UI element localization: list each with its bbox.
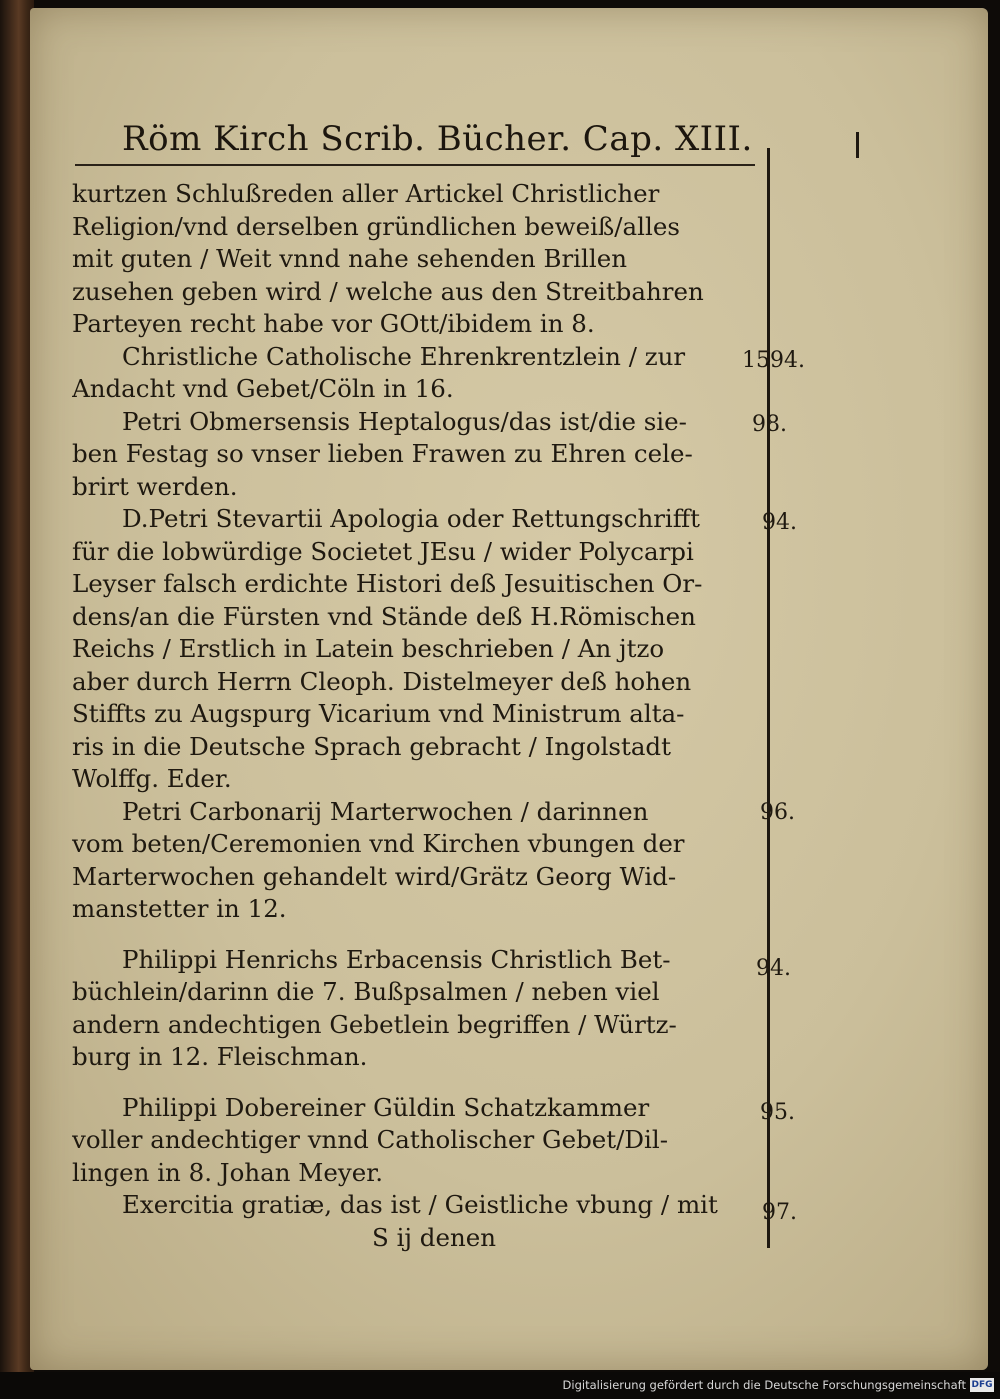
year-number: 97. bbox=[762, 1200, 797, 1225]
text-line: aber durch Herrn Cleoph. Distelmeyer deß hohen bbox=[72, 666, 692, 696]
entry-start-line: Philippi Henrichs Erbacensis Christlich Bet- bbox=[122, 944, 671, 974]
text-line: ben Festag so vnser lieben Frawen zu Ehren cele- bbox=[72, 439, 693, 468]
dfg-logo: DFG bbox=[971, 1380, 993, 1390]
text-line: zusehen geben wird / welche aus den Streitbahren bbox=[72, 276, 704, 306]
entry-start-line: Petri Carbonarij Marterwochen / darinnen bbox=[122, 796, 649, 826]
text-line: voller andechtiger vnnd Catholischer Gebet/Dil- bbox=[72, 1125, 668, 1154]
text-line: andern andechtigen Gebetlein begriffen / Würtz- bbox=[72, 1009, 677, 1039]
year-number: 94. bbox=[756, 956, 791, 981]
text-line: dens/an die Fürsten vnd Stände deß H.Römischen bbox=[72, 601, 696, 631]
running-header: Röm Kirch Scrib. Bücher. Cap. XIII. bbox=[122, 119, 753, 159]
year-number: 95. bbox=[760, 1100, 795, 1125]
text-line: kurtzen Schlußreden aller Artickel Christlicher bbox=[72, 179, 660, 208]
text-line: Andacht vnd Gebet/Cöln in 16. bbox=[72, 374, 454, 403]
entry-start-line: D.Petri Stevartii Apologia oder Rettungschrifft bbox=[122, 504, 701, 533]
year-number: 98. bbox=[752, 412, 787, 437]
text-line: ris in die Deutsche Sprach gebracht / Ingolstadt bbox=[72, 731, 671, 761]
year-number: 96. bbox=[760, 800, 795, 825]
text-line: manstetter in 12. bbox=[72, 894, 287, 923]
text-line: burg in 12. Fleischman. bbox=[72, 1042, 368, 1071]
catchword-line: S ij denen bbox=[372, 1222, 497, 1252]
funding-credit: Digitalisierung gefördert durch die Deutsche Forschungsgemeinschaft bbox=[562, 1378, 966, 1392]
text-column bbox=[72, 178, 762, 1254]
text-line: Religion/vnd derselben gründlichen beweiß/alles bbox=[72, 211, 680, 241]
column-rule-top bbox=[856, 132, 859, 158]
column-rule bbox=[767, 148, 770, 1248]
text-line: Parteyen recht habe vor GOtt/ibidem in 8. bbox=[72, 309, 595, 338]
text-line: büchlein/darinn die 7. Bußpsalmen / neben viel bbox=[72, 977, 660, 1006]
text-line: vom beten/Ceremonien vnd Kirchen vbungen der bbox=[72, 829, 685, 858]
text-line: mit guten / Weit vnnd nahe sehenden Brillen bbox=[72, 244, 627, 273]
text-line: lingen in 8. Johan Meyer. bbox=[72, 1157, 384, 1187]
text-line: brirt werden. bbox=[72, 471, 238, 501]
text-line: Leyser falsch erdichte Histori deß Jesuitischen Or- bbox=[72, 569, 703, 598]
entry-start-line: Petri Obmersensis Heptalogus/das ist/die sie- bbox=[122, 406, 687, 436]
book-spine-edge bbox=[0, 0, 34, 1372]
entry-start-line: Exercitia gratiæ, das ist / Geistliche vbung / mit bbox=[122, 1190, 718, 1219]
year-number: 94. bbox=[762, 510, 797, 535]
header-rule bbox=[75, 164, 755, 166]
entry-start-line: Christliche Catholische Ehrenkrentzlein / zur bbox=[122, 341, 686, 371]
entry-start-line: Philippi Dobereiner Güldin Schatzkammer bbox=[122, 1092, 650, 1122]
text-line: Marterwochen gehandelt wird/Grätz Georg Wid- bbox=[72, 861, 677, 891]
text-line: Stiffts zu Augspurg Vicarium vnd Ministrum alta- bbox=[72, 699, 685, 728]
text-line: Reichs / Erstlich in Latein beschrieben / An jtzo bbox=[72, 634, 665, 663]
text-line: Wolffg. Eder. bbox=[72, 764, 232, 793]
year-number: 1594. bbox=[742, 348, 805, 373]
text-line: für die lobwürdige Societet JEsu / wider Polycarpi bbox=[72, 536, 694, 566]
book-page bbox=[30, 8, 988, 1370]
